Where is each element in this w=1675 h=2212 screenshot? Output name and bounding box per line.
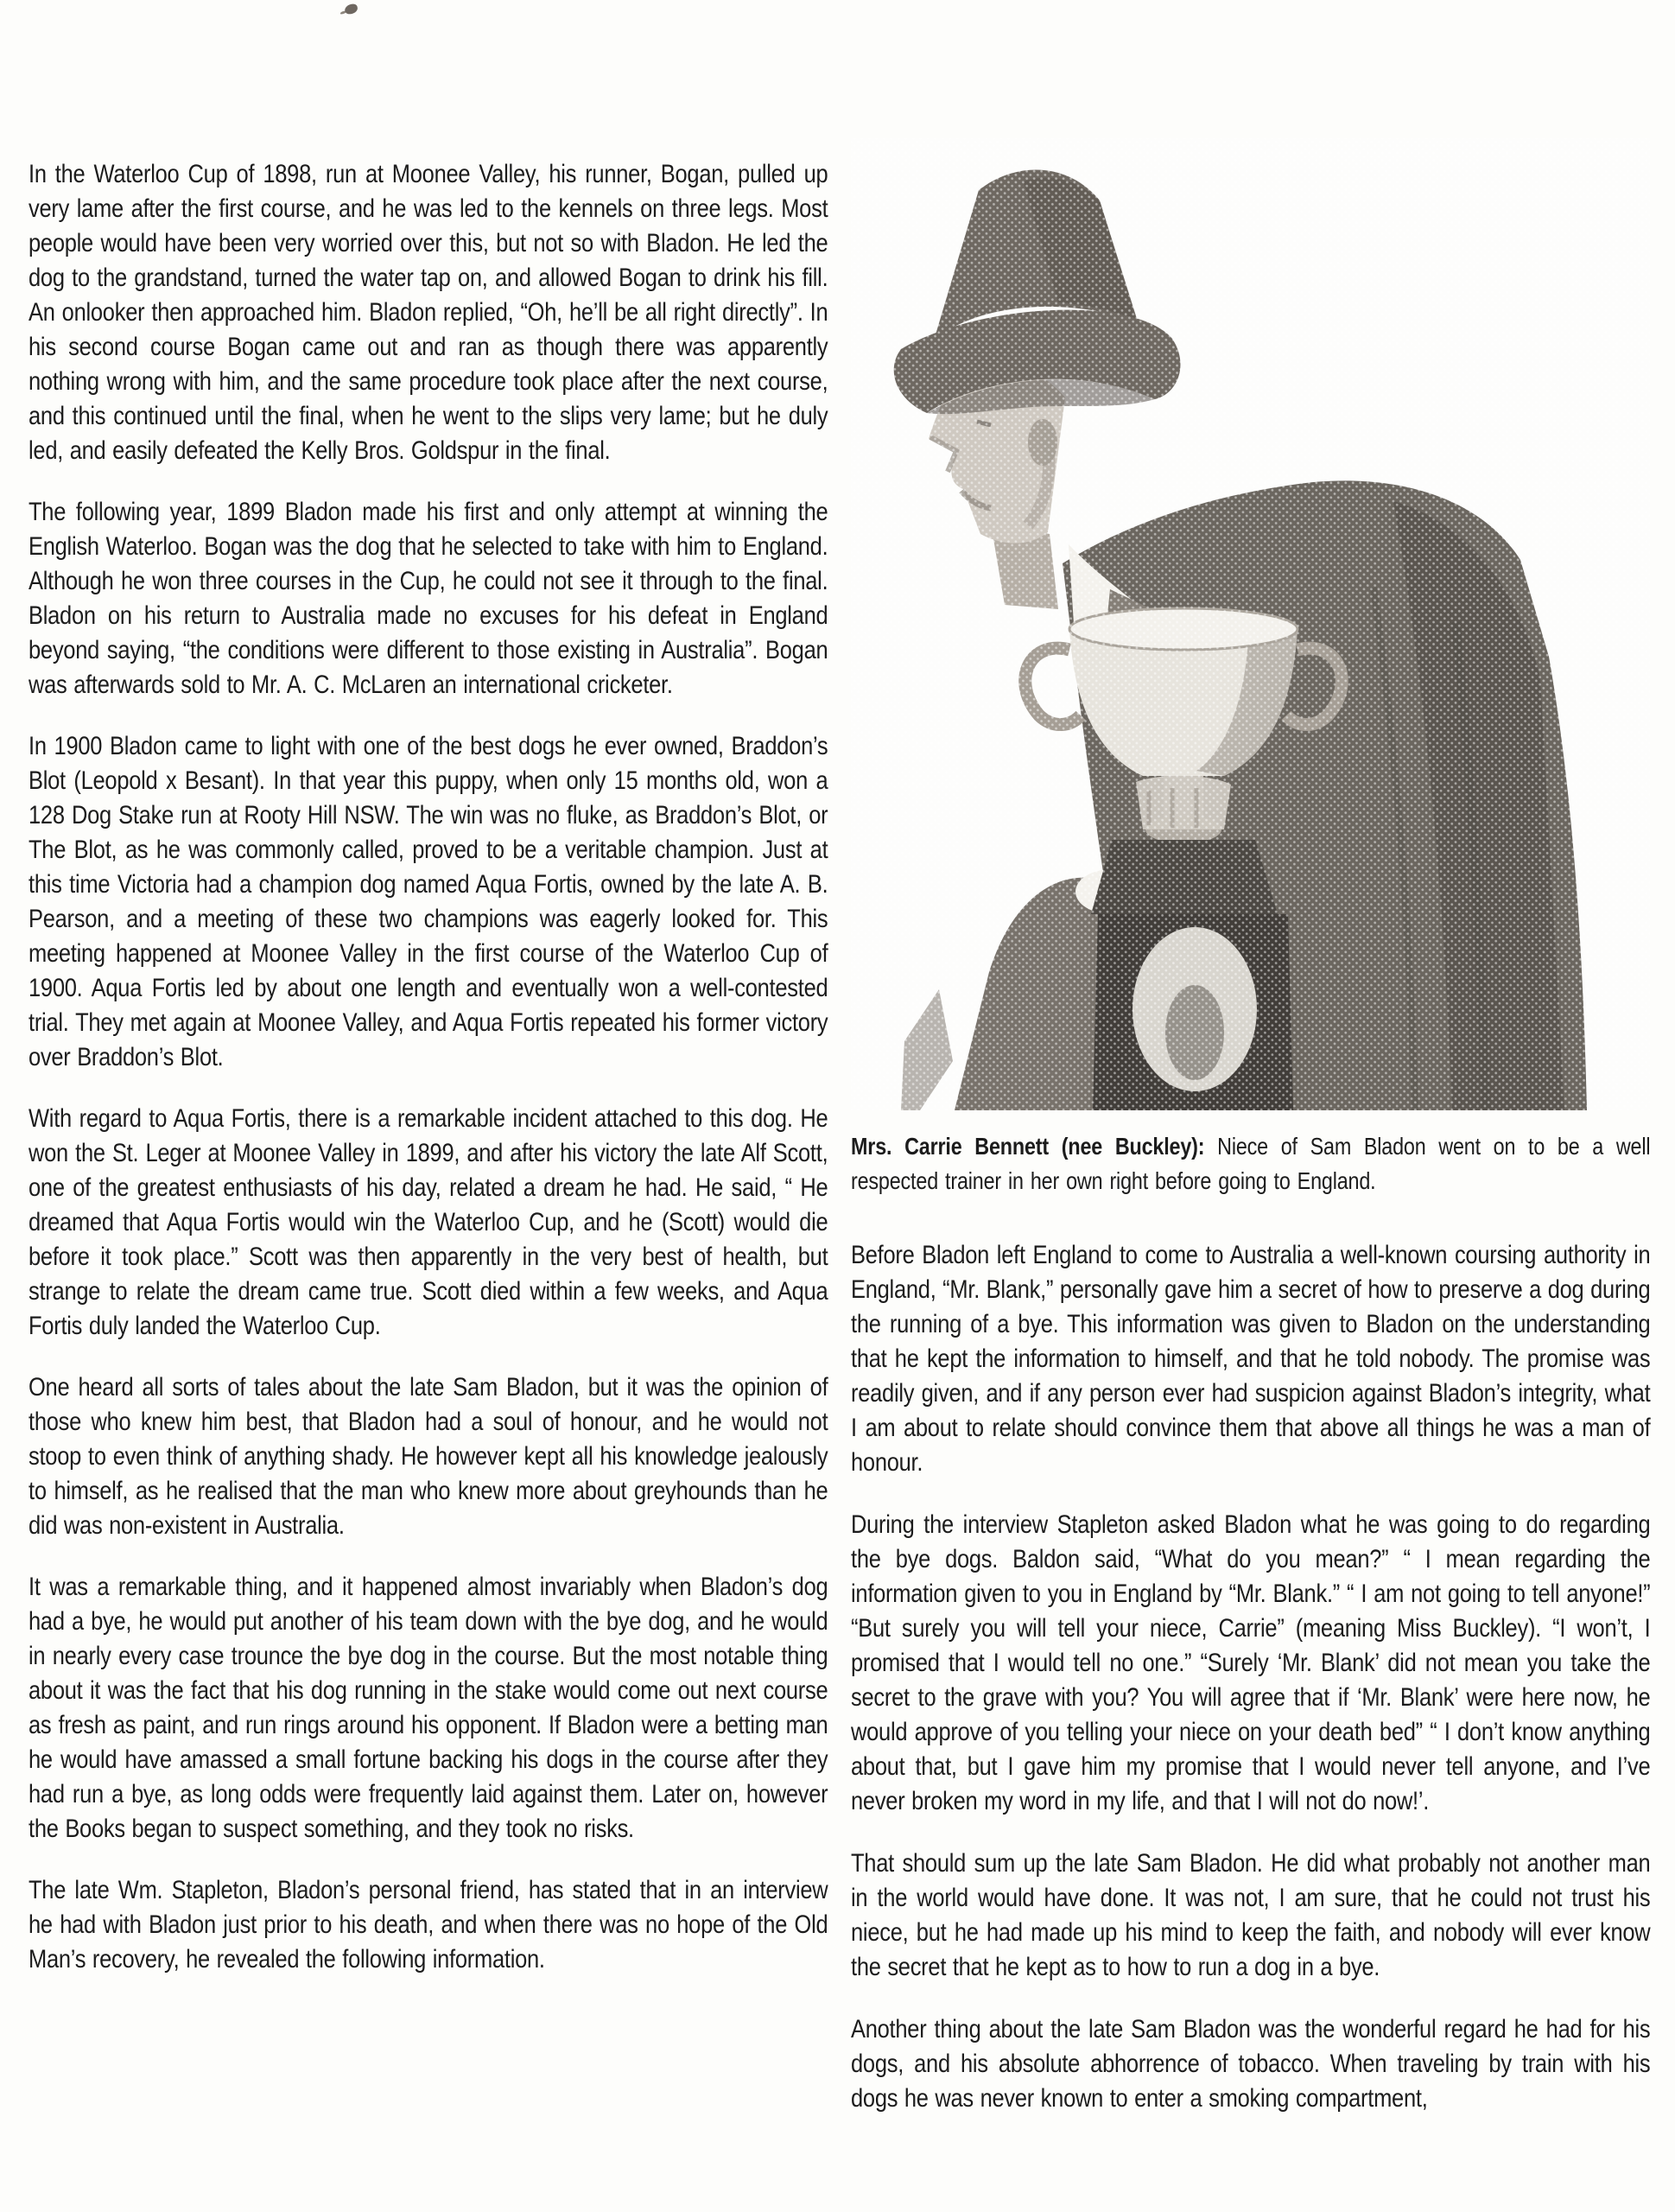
right-column xyxy=(851,138,1650,2144)
caption-body: Niece of Sam Bladon went on to be a well respected trainer in her own right before going to England. xyxy=(851,1133,1651,1194)
body-paragraph: Another thing about the late Sam Bladon was the wonderful regard he had for his dogs, and his absolute abhorrence of tobacco. When traveling by train with his dogs he was never known to enter a smoking compartment, xyxy=(851,2015,1651,2113)
portrait-photo-illustration xyxy=(851,138,1650,1110)
body-paragraph: It was a remarkable thing, and it happened almost invariably when Bladon’s dog had a bye, he would put another of his team down with the bye dog, and he would in nearly every case trounce the bye dog in the course. But the most notable thing about it was the fact that his dog running in the stake would come out next course as fresh as paint, and run rings around his opponent. If Bladon were a betting man he would have amassed a small fortune backing his dogs in the course after they had run a bye, as long odds were frequently laid against them. Later on, however the Books began to suspect something, and they took no risks. xyxy=(29,1573,828,1843)
portrait-photo xyxy=(851,138,1650,1110)
left-column xyxy=(29,157,828,2004)
body-paragraph: In 1900 Bladon came to light with one of the best dogs he ever owned, Braddon’s Blot (Leopold x Besant). In that year this puppy, when only 15 months old, won a 128 Dog Stake run at Rooty Hill NSW. The win was no fluke, as Braddon’s Blot, or The Blot, as he was commonly called, proved to be a veritable champion. Just at this time Victoria had a champion dog named Aqua Fortis, owned by the late A. B. Pearson, and a meeting of these two champions was eagerly looked for. This meeting happened at Moonee Valley in the first course of the Waterloo Cup of 1900. Aqua Fortis led by about one length and eventually won a well-contested trial. They met again at Moonee Valley, and Aqua Fortis repeated his former victory over Braddon’s Blot. xyxy=(29,732,828,1071)
body-paragraph: That should sum up the late Sam Bladon. He did what probably not another man in the world would have done. It was not, I am sure, that he could not trust his niece, but he had made up his mind to keep the faith, and nobody will ever know the secret that he kept as to how to run a dog in a bye. xyxy=(851,1849,1651,1981)
photo-caption-text xyxy=(851,1129,1650,1198)
body-paragraph: During the interview Stapleton asked Bladon what he was going to do regarding the bye dogs. Baldon said, “What do you mean?” “ I mean regarding the information given to you in England by “Mr. Blank.” “ I am not going to tell anyone!” “But surely you will tell your niece, Carrie” (meaning Miss Buckley). “I won’t, I promised that I would tell no one.” “Surely ‘Mr. Blank’ did not mean you take the secret to the grave with you? You will agree that if ‘Mr. Blank’ were here now, he would approve of you telling your niece on your death bed” “ I don’t know anything about that, but I gave him my promise that I would never tell anyone, and I’ve never broken my word in my life, and that I will not do now!’. xyxy=(851,1510,1651,1815)
right-column-text xyxy=(851,1238,1650,2116)
body-paragraph: With regard to Aqua Fortis, there is a remarkable incident attached to this dog. He won the St. Leger at Moonee Valley in 1899, and after his victory the late Alf Scott, one of the greatest enthusiasts of his day, related a dream he had. He said, “ He dreamed that Aqua Fortis would win the Waterloo Cup, and he (Scott) would die before it took place.” Scott was then apparently in the very best of health, but strange to relate the dream came true. Scott died within a few weeks, and Aqua Fortis duly landed the Waterloo Cup. xyxy=(29,1104,828,1340)
body-paragraph: The late Wm. Stapleton, Bladon’s personal friend, has stated that in an interview he had with Bladon just prior to his death, and when there was no hope of the Old Man’s recovery, he revealed the following information. xyxy=(29,1876,828,1974)
body-paragraph: The following year, 1899 Bladon made his first and only attempt at winning the English Waterloo. Bogan was the dog that he selected to take with him to England. Although he won three courses in the Cup, he could not see it through to the final. Bladon on his return to Australia made no excuses for his defeat in England beyond saying, “the conditions were different to those existing in Australia”. Bogan was afterwards sold to Mr. A. C. McLaren an international cricketer. xyxy=(29,498,828,699)
body-paragraph: Before Bladon left England to come to Australia a well-known coursing authority in England, “Mr. Blank,” personally gave him a secret of how to preserve a dog during the running of a bye. This information was given to Bladon on the understanding that he kept the information to himself, and that he told nobody. The promise was readily given, and if any person ever had suspicion against Bladon’s integrity, what I am about to relate should convince them that above all things he was a man of honour. xyxy=(851,1241,1651,1477)
scan-ink-speck xyxy=(344,3,358,16)
body-paragraph: In the Waterloo Cup of 1898, run at Moonee Valley, his runner, Bogan, pulled up very lame after the first course, and he was led to the kennels on three legs. Most people would have been very worried over this, but not so with Bladon. He led the dog to the grandstand, turned the water tap on, and allowed Bogan to drink his fill. An onlooker then approached him. Bladon replied, “Oh, he’ll be all right directly”. In his second course Bogan came out and ran as though there was apparently nothing wrong with him, and the same procedure took place after the next course, and this continued until the final, when he went to the slips very lame; but he duly led, and easily defeated the Kelly Bros. Goldspur in the final. xyxy=(29,160,828,465)
photo-caption xyxy=(851,1129,1650,1198)
halftone-overlay xyxy=(851,138,1650,1110)
body-paragraph: One heard all sorts of tales about the late Sam Bladon, but it was the opinion of those who knew him best, that Bladon had a soul of honour, and he would not stoop to even think of anything shady. He however kept all his knowledge jealously to himself, as he realised that the man who knew more about greyhounds than he did was non-existent in Australia. xyxy=(29,1373,828,1540)
caption-lead: Mrs. Carrie Bennett (nee Buckley): xyxy=(851,1133,1205,1160)
